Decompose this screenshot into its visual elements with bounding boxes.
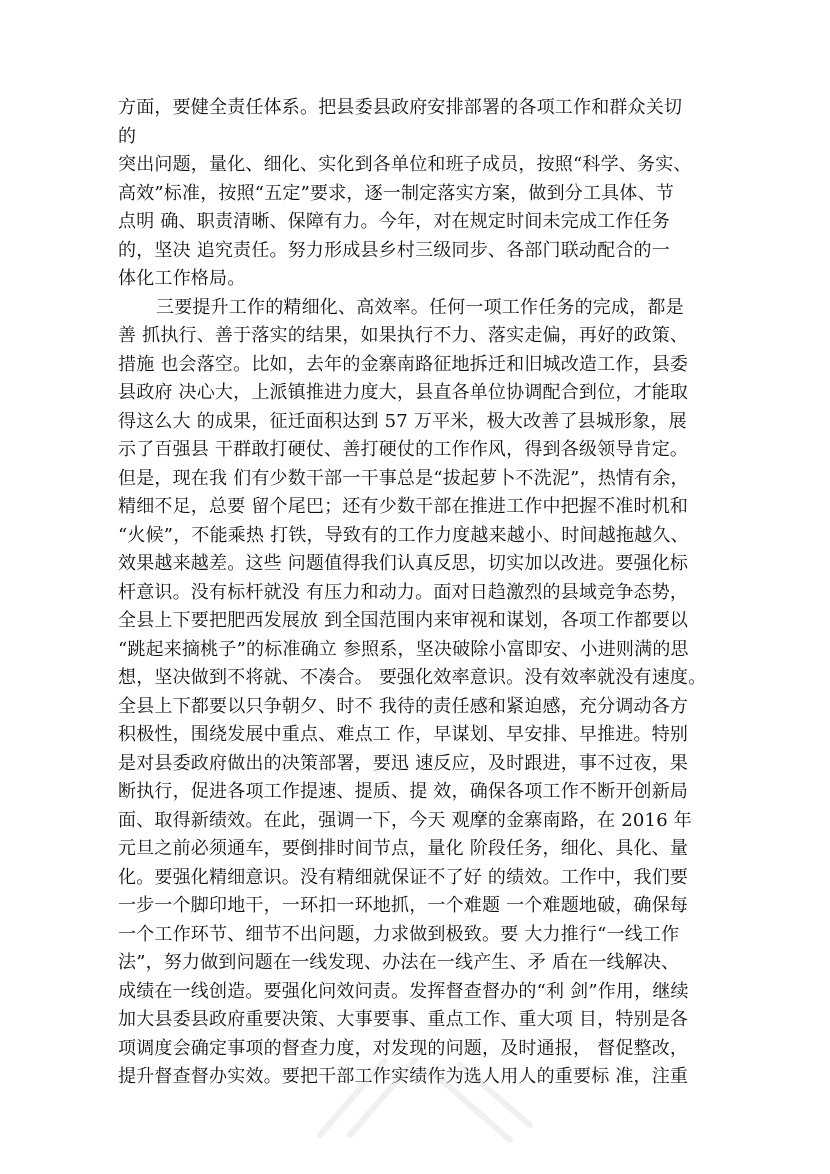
text-line: 体化工作格局。 [118, 268, 246, 289]
text-line: 是对县委政府做出的决策部署，要迅 速反应，及时跟进，事不过夜，果 [118, 752, 689, 774]
text-line: 示了百强县 干群敢打硬仗、善打硬仗的工作作风，得到各级领导肯定。 [118, 439, 689, 460]
text-line: 提升督查督办实效。要把干部工作实绩作为选人用人的重要标 准，注重 [118, 1066, 689, 1087]
text-line: 的 [118, 125, 137, 147]
text-line: 点明 确、职责清晰、保障有力。今年，对在规定时间未完成工作任务 [118, 211, 670, 232]
text-line: 高效”标准，按照“五定”要求，逐一制定落实方案，做到分工具体、节 [118, 182, 675, 204]
text-line: “火候”，不能乘热 打铁，导致有的工作力度越来越小、时间越拖越久、 [118, 524, 689, 546]
text-line: 全县上下要把肥西发展放 到全国范围内来审视和谋划，各项工作都要以 [118, 610, 689, 631]
text-line: 积极性，围绕发展中重点、难点工 作，早谋划、早安排、早推进。特别 [118, 724, 689, 745]
text-line: 方面，要健全责任体系。把县委县政府安排部署的各项工作和群众关切 [118, 97, 683, 118]
text-line: 全县上下都要以只争朝夕、时不 我待的责任感和紧迫感，充分调动各方 [118, 695, 689, 717]
text-line: 善 抓执行、善于落实的结果，如果执行不力、落实走偏，再好的政策、 [118, 325, 689, 346]
text-line: 面、取得新绩效。在此，强调一下，今天 观摩的金寨南路，在 2016 年 [118, 809, 692, 831]
text-line: 杆意识。没有标杆就没 有压力和动力。面对日趋激烈的县域竞争态势， [118, 581, 689, 603]
text-line: 断执行，促进各项工作提速、提质、提 效，确保各项工作不断开创新局 [118, 781, 689, 802]
text-line: 的，坚决 追究责任。努力形成县乡村三级同步、各部门联动配合的一 [118, 239, 670, 261]
text-line: 县政府 决心大，上派镇推进力度大，县直各单位协调配合到位，才能取 [118, 382, 689, 403]
text-line: 项调度会确定事项的督查力度，对发现的问题，及时通报， 督促整改， [118, 1037, 689, 1059]
text-line: 措施 也会落空。比如，去年的金寨南路征地拆迁和旧城改造工作，县委 [118, 353, 689, 375]
text-line: 但是，现在我 们有少数干部一干事总是“拔起萝卜不洗泥”，热情有余， [118, 467, 689, 489]
text-line: 得这么大 的成果，征迁面积达到 57 万平米，极大改善了县城形象，展 [118, 410, 687, 432]
text-line: 元旦之前必须通车，要倒排时间节点，量化 阶段任务，细化、具化、量 [118, 838, 689, 859]
text-line: 想，坚决做到不将就、不凑合。 要强化效率意识。没有效率就没有速度。 [118, 667, 707, 688]
paragraph-start-line: 三要提升工作的精细化、高效率。任何一项工作任务的完成，都是 [156, 296, 684, 318]
text-line: 化。要强化精细意识。没有精细就保证不了好 的绩效。工作中，我们要 [118, 866, 689, 888]
text-line: “跳起来摘桃子”的标准确立 参照系，坚决破除小富即安、小进则满的思 [118, 638, 689, 660]
text-line: 效果越来越差。这些 问题值得我们认真反思，切实加以改进。要强化标 [118, 553, 689, 574]
body-text [118, 94, 724, 1092]
text-line: 法”，努力做到问题在一线发现、办法在一线产生、矛 盾在一线解决、 [118, 952, 680, 973]
text-line: 精细不足，总要 留个尾巴；还有少数干部在推进工作中把握不准时机和 [118, 496, 689, 517]
text-line: 加大县委县政府重要决策、大事要事、重点工作、重大项 目，特别是各 [118, 1009, 689, 1030]
text-line: 突出问题，量化、细化、实化到各单位和班子成员，按照“科学、务实、 [118, 154, 692, 175]
text-line: 一步一个脚印地干，一环扣一环地抓，一个难题 一个难题地破，确保每 [118, 895, 689, 916]
text-line: 一个工作环节、细节不出问题，力求做到极致。要 大力推行“一线工作 [118, 923, 680, 945]
text-line: 成绩在一线创造。要强化问效问责。发挥督查督办的“利 剑”作用，继续 [118, 980, 689, 1002]
